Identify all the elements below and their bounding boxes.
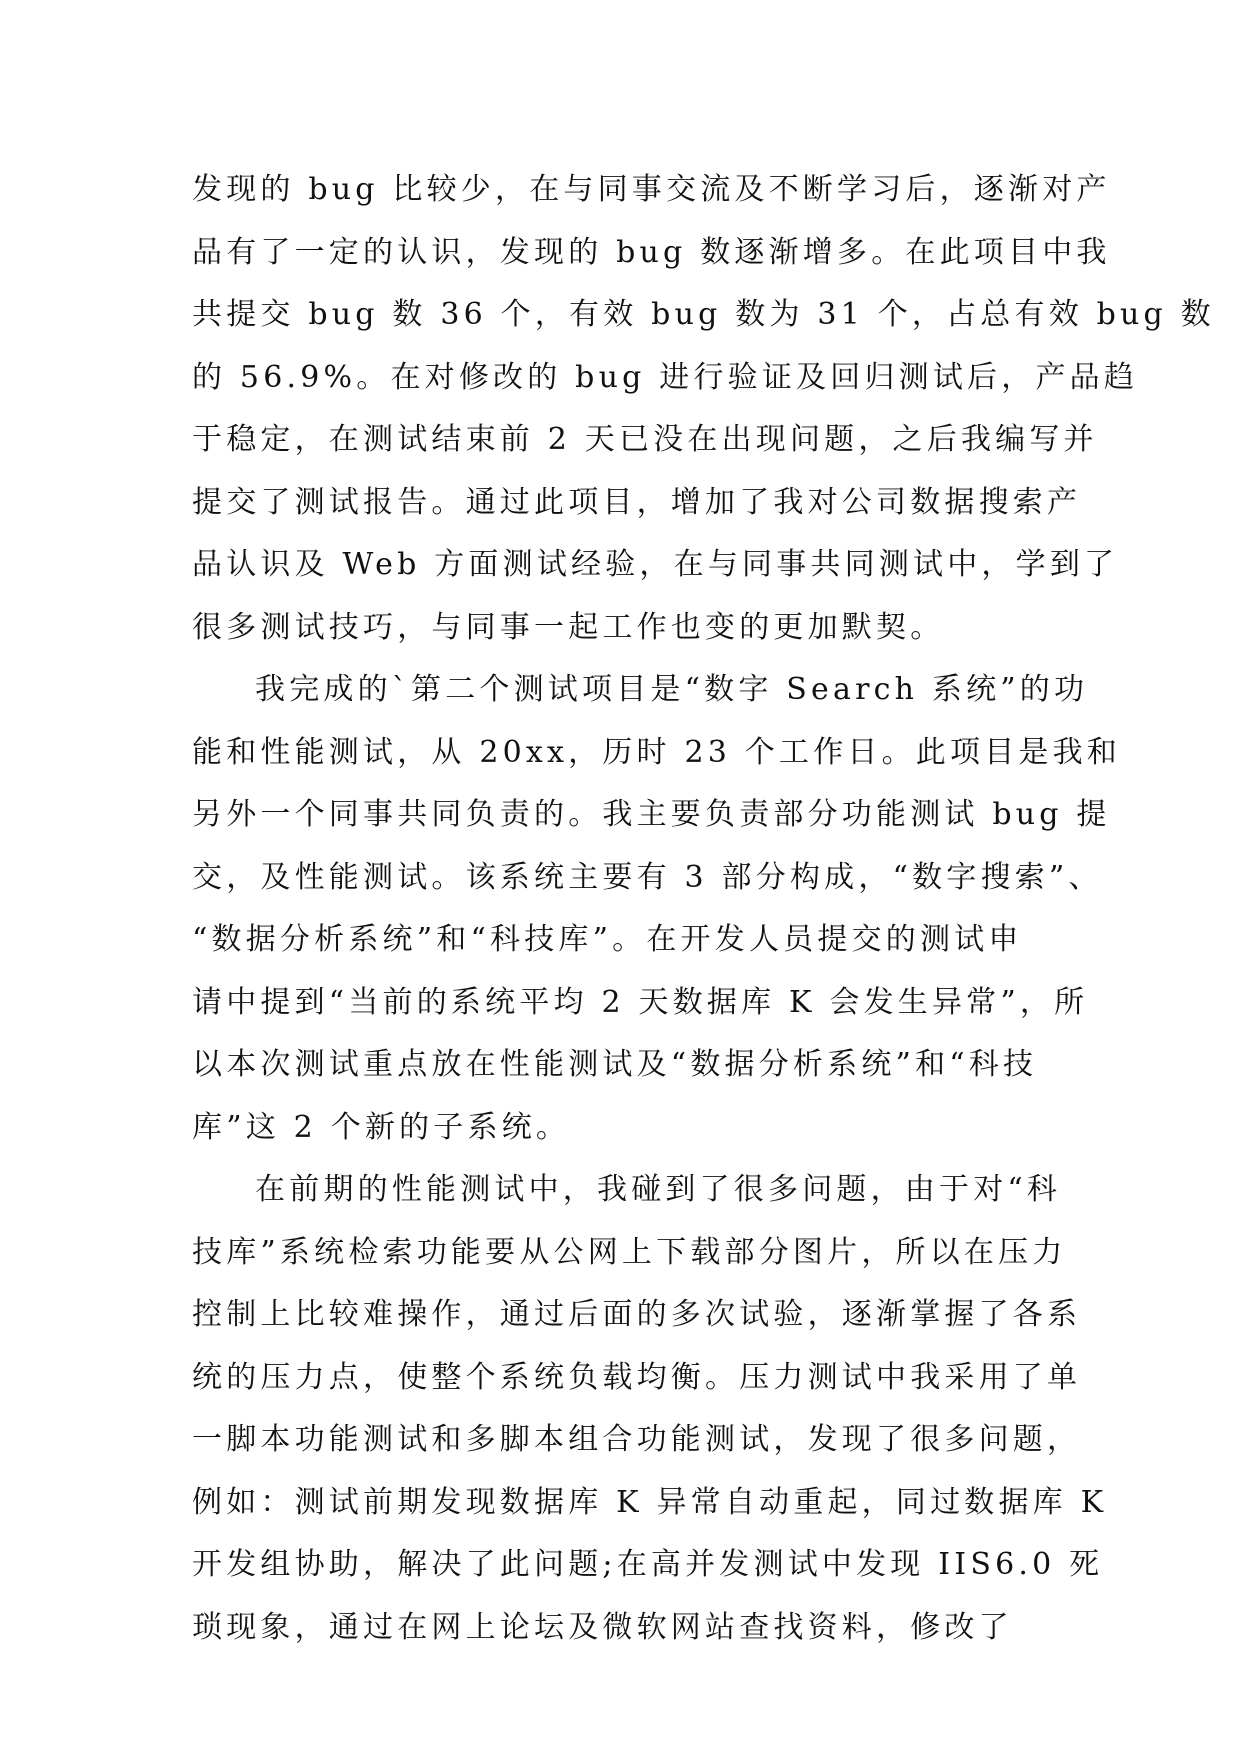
text-line: 能和性能测试，从 20xx，历时 23 个工作日。此项目是我和 [192,734,1121,770]
text-line: 一脚本功能测试和多脚本组合功能测试，发现了很多问题， [192,1422,1082,1457]
text-line: 开发组协助，解决了此问题;在高并发测试中发现 IIS6.0 死 [192,1547,1104,1582]
text-line: “数据分析系统”和“科技库”。在开发人员提交的测试申 [192,922,1023,957]
paragraph-start-line: 我完成的`第二个测试项目是“数字 Search 系统”的功 [255,672,1089,707]
text-line: 琐现象，通过在网上论坛及微软网站查找资料，修改了 [192,1609,1013,1645]
text-line: 交，及性能测试。该系统主要有 3 部分构成，“数字搜索”、 [192,859,1103,895]
text-line: 例如：测试前期发现数据库 K 异常自动重起，同过数据库 K [192,1484,1108,1520]
text-line: 请中提到“当前的系统平均 2 天数据库 K 会发生异常”，所 [192,984,1089,1020]
text-line: 以本次测试重点放在性能测试及“数据分析系统”和“科技 [192,1047,1038,1082]
text-line: 品有了一定的认识，发现的 bug 数逐渐增多。在此项目中我 [192,234,1111,270]
text-line: 的 56.9%。在对修改的 bug 进行验证及回归测试后，产品趋 [192,359,1139,395]
text-line: 另外一个同事共同负责的。我主要负责部分功能测试 bug 提 [192,797,1111,832]
text-line: 技库”系统检索功能要从公网上下载部分图片，所以在压力 [192,1234,1067,1270]
text-line: 控制上比较难操作，通过后面的多次试验，逐渐掌握了各系 [192,1297,1082,1332]
text-line: 发现的 bug 比较少，在与同事交流及不断学习后，逐渐对产 [192,172,1111,207]
text-line: 品认识及 Web 方面测试经验，在与同事共同测试中，学到了 [192,547,1119,582]
text-line: 提交了测试报告。通过此项目，增加了我对公司数据搜索产 [192,484,1082,520]
text-line: 库”这 2 个新的子系统。 [192,1109,571,1145]
document-body [192,159,1215,1659]
text-line: 于稳定，在测试结束前 2 天已没在出现问题，之后我编写并 [192,422,1098,457]
text-line: 共提交 bug 数 36 个，有效 bug 数为 31 个，占总有效 bug 数 [192,297,1215,332]
text-line: 很多测试技巧，与同事一起工作也变的更加默契。 [192,609,945,645]
text-line: 统的压力点，使整个系统负载均衡。压力测试中我采用了单 [192,1359,1082,1395]
paragraph-start-line: 在前期的性能测试中，我碰到了很多问题，由于对“科 [255,1172,1062,1207]
